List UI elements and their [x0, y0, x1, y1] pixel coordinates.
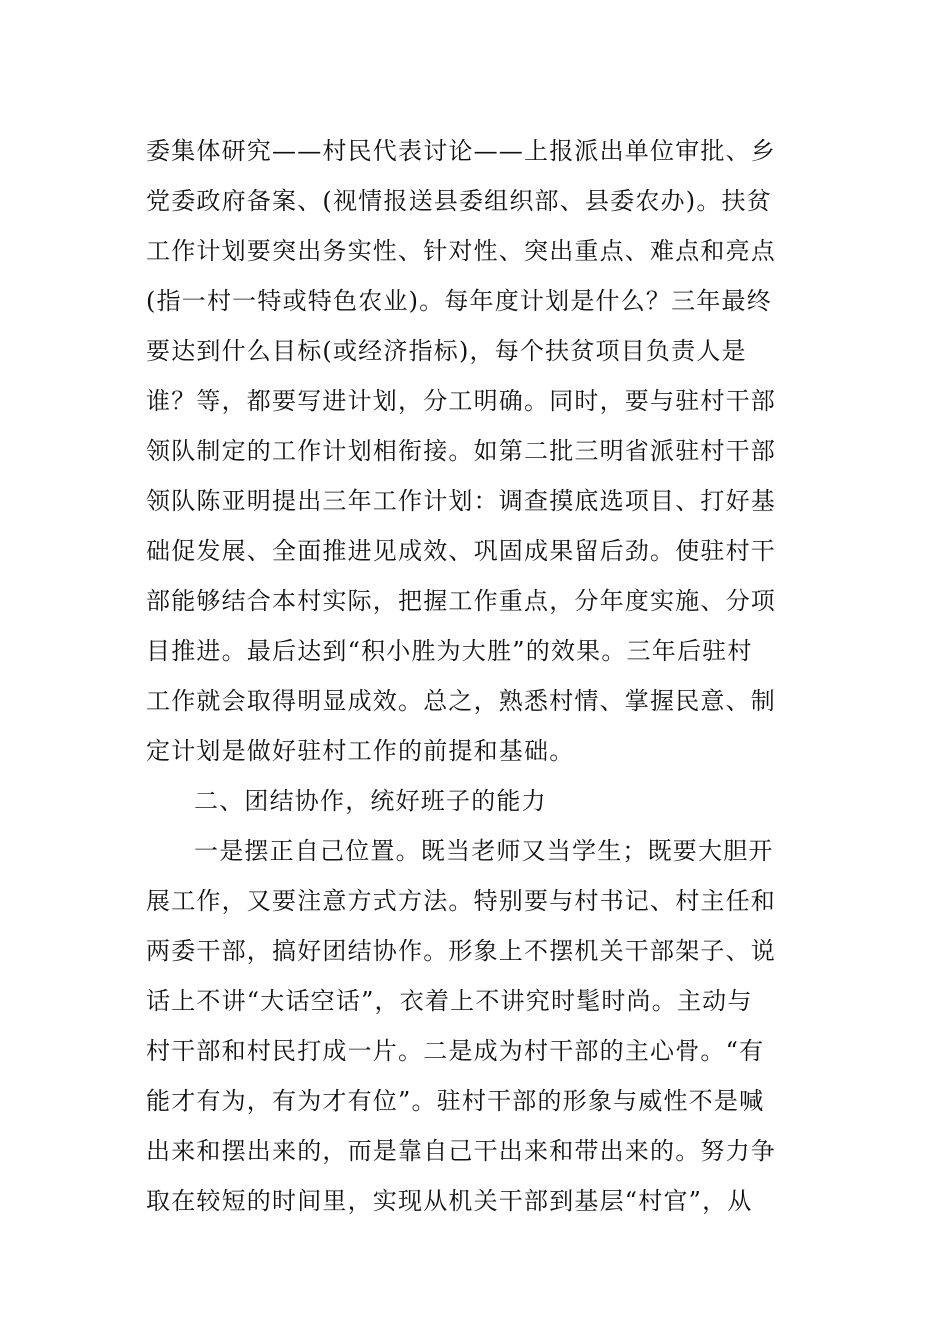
- text-line: (指一村一特或特色农业)。每年度计划是什么？三年最终: [146, 287, 772, 315]
- text-line: 一是摆正自己位置。既当老师又当学生；既要大胆开: [194, 837, 774, 865]
- text-line: 委集体研究——村民代表讨论——上报派出单位审批、乡: [146, 137, 776, 165]
- text-line: 要达到什么目标(或经济指标)，每个扶贫项目负责人是: [146, 337, 747, 365]
- text-line: 党委政府备案、(视情报送县委组织部、县委农办)。扶贫: [146, 187, 772, 215]
- section-heading: 二、团结协作，统好班子的能力: [194, 787, 547, 815]
- text-line: 两委干部，搞好团结协作。形象上不摆机关干部架子、说: [146, 937, 776, 965]
- text-line: 领队陈亚明提出三年工作计划：调查摸底选项目、打好基: [146, 487, 776, 515]
- text-line: 能才有为，有为才有位”。驻村干部的形象与威性不是喊: [146, 1087, 765, 1115]
- text-line: 领队制定的工作计划相衔接。如第二批三明省派驻村干部: [146, 437, 776, 465]
- text-line: 定计划是做好驻村工作的前提和基础。: [146, 737, 575, 765]
- text-line: 展工作，又要注意方式方法。特别要与村书记、村主任和: [146, 887, 776, 915]
- text-line: 工作计划要突出务实性、针对性、突出重点、难点和亮点: [146, 237, 776, 265]
- text-line: 础促发展、全面推进见成效、巩固成果留后劲。使驻村干: [146, 537, 776, 565]
- text-line: 取在较短的时间里，实现从机关干部到基层“村官”，从: [146, 1187, 753, 1215]
- text-line: 目推进。最后达到“积小胜为大胜”的效果。三年后驻村: [146, 637, 753, 665]
- text-line: 谁？等，都要写进计划，分工明确。同时，要与驻村干部: [146, 387, 776, 415]
- text-line: 出来和摆出来的，而是靠自己干出来和带出来的。努力争: [146, 1137, 776, 1165]
- text-line: 话上不讲“大话空话”，衣着上不讲究时髦时尚。主动与: [146, 987, 753, 1015]
- text-line: 部能够结合本村实际，把握工作重点，分年度实施、分项: [146, 587, 776, 615]
- text-line: 工作就会取得明显成效。总之，熟悉村情、掌握民意、制: [146, 687, 776, 715]
- text-line: 村干部和村民打成一片。二是成为村干部的主心骨。“有: [146, 1037, 765, 1065]
